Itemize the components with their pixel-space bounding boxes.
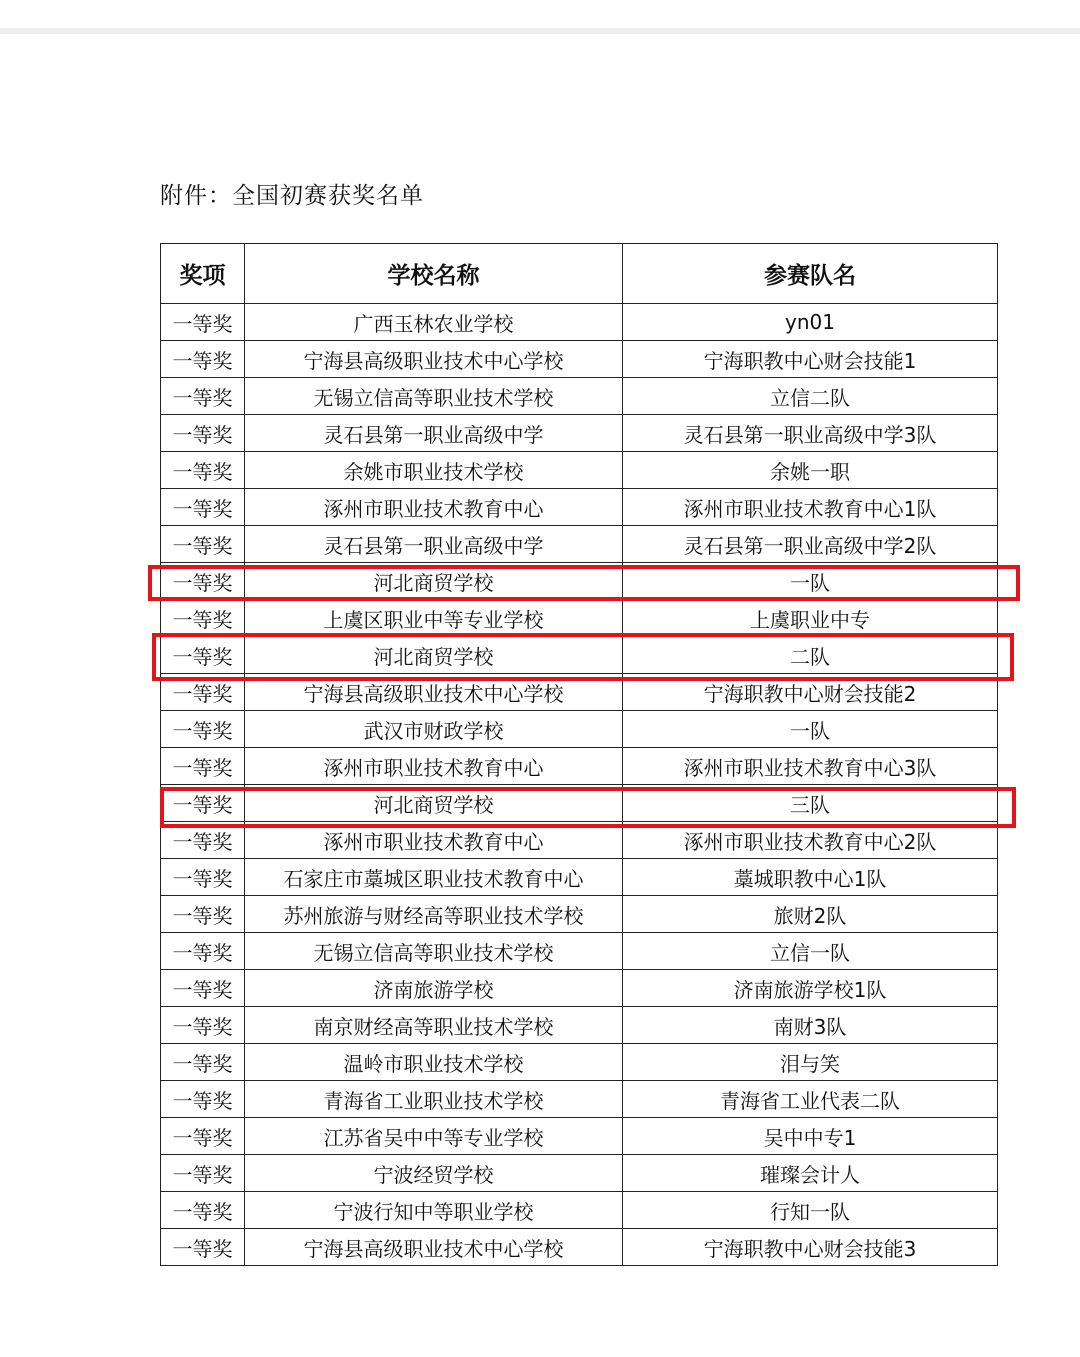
school-cell: 宁波经贸学校	[245, 1155, 623, 1192]
award-cell: 一等奖	[161, 859, 245, 896]
school-cell: 宁海县高级职业技术中心学校	[245, 674, 623, 711]
table-row	[161, 526, 998, 563]
team-cell: 一队	[623, 711, 998, 748]
team-cell: 藁城职教中心1队	[623, 859, 998, 896]
school-cell: 涿州市职业技术教育中心	[245, 748, 623, 785]
school-cell: 石家庄市藁城区职业技术教育中心	[245, 859, 623, 896]
table-row	[161, 896, 998, 933]
team-cell: 宁海职教中心财会技能3	[623, 1229, 998, 1266]
school-cell: 宁波行知中等职业学校	[245, 1192, 623, 1229]
table-row	[161, 859, 998, 896]
team-cell: 立信二队	[623, 378, 998, 415]
team-cell: 行知一队	[623, 1192, 998, 1229]
table-row	[161, 1192, 998, 1229]
award-cell: 一等奖	[161, 896, 245, 933]
table-row	[161, 1229, 998, 1266]
award-cell: 一等奖	[161, 378, 245, 415]
table-row	[161, 1118, 998, 1155]
header-team: 参赛队名	[623, 244, 998, 304]
award-cell: 一等奖	[161, 1155, 245, 1192]
school-cell: 武汉市财政学校	[245, 711, 623, 748]
award-cell: 一等奖	[161, 1044, 245, 1081]
table-row	[161, 748, 998, 785]
team-cell: 青海省工业代表二队	[623, 1081, 998, 1118]
header-school: 学校名称	[245, 244, 623, 304]
award-cell: 一等奖	[161, 711, 245, 748]
school-cell: 河北商贸学校	[245, 637, 623, 674]
school-cell: 宁海县高级职业技术中心学校	[245, 341, 623, 378]
table-header-row	[161, 244, 998, 304]
school-cell: 苏州旅游与财经高等职业技术学校	[245, 896, 623, 933]
school-cell: 青海省工业职业技术学校	[245, 1081, 623, 1118]
school-cell: 上虞区职业中等专业学校	[245, 600, 623, 637]
school-cell: 温岭市职业技术学校	[245, 1044, 623, 1081]
table-row	[161, 600, 998, 637]
table-row	[161, 637, 998, 674]
school-cell: 涿州市职业技术教育中心	[245, 489, 623, 526]
award-cell: 一等奖	[161, 600, 245, 637]
team-cell: 涿州市职业技术教育中心2队	[623, 822, 998, 859]
team-cell: 灵石县第一职业高级中学2队	[623, 526, 998, 563]
team-cell: 旅财2队	[623, 896, 998, 933]
table-row	[161, 822, 998, 859]
team-cell: yn01	[623, 304, 998, 341]
table-row	[161, 933, 998, 970]
team-cell: 余姚一职	[623, 452, 998, 489]
school-cell: 广西玉林农业学校	[245, 304, 623, 341]
table-row	[161, 674, 998, 711]
team-cell: 宁海职教中心财会技能2	[623, 674, 998, 711]
team-cell: 立信一队	[623, 933, 998, 970]
school-cell: 余姚市职业技术学校	[245, 452, 623, 489]
school-cell: 灵石县第一职业高级中学	[245, 526, 623, 563]
school-cell: 涿州市职业技术教育中心	[245, 822, 623, 859]
table-row	[161, 378, 998, 415]
award-cell: 一等奖	[161, 341, 245, 378]
award-cell: 一等奖	[161, 415, 245, 452]
school-cell: 宁海县高级职业技术中心学校	[245, 1229, 623, 1266]
awards-table-body	[161, 304, 998, 1266]
award-cell: 一等奖	[161, 785, 245, 822]
team-cell: 三队	[623, 785, 998, 822]
team-cell: 灵石县第一职业高级中学3队	[623, 415, 998, 452]
award-cell: 一等奖	[161, 526, 245, 563]
table-row	[161, 415, 998, 452]
header-award: 奖项	[161, 244, 245, 304]
award-cell: 一等奖	[161, 489, 245, 526]
table-row	[161, 452, 998, 489]
table-row	[161, 711, 998, 748]
award-cell: 一等奖	[161, 637, 245, 674]
award-cell: 一等奖	[161, 452, 245, 489]
table-row	[161, 1081, 998, 1118]
school-cell: 江苏省吴中中等专业学校	[245, 1118, 623, 1155]
award-cell: 一等奖	[161, 674, 245, 711]
table-row	[161, 341, 998, 378]
table-row	[161, 1007, 998, 1044]
team-cell: 宁海职教中心财会技能1	[623, 341, 998, 378]
team-cell: 璀璨会计人	[623, 1155, 998, 1192]
school-cell: 河北商贸学校	[245, 563, 623, 600]
team-cell: 吴中中专1	[623, 1118, 998, 1155]
school-cell: 灵石县第一职业高级中学	[245, 415, 623, 452]
team-cell: 南财3队	[623, 1007, 998, 1044]
award-cell: 一等奖	[161, 563, 245, 600]
document-title: 附件：全国初赛获奖名单	[160, 183, 424, 209]
top-band	[0, 0, 1080, 34]
award-cell: 一等奖	[161, 933, 245, 970]
team-cell: 涿州市职业技术教育中心1队	[623, 489, 998, 526]
team-cell: 一队	[623, 563, 998, 600]
table-row	[161, 785, 998, 822]
table-row	[161, 970, 998, 1007]
award-cell: 一等奖	[161, 1229, 245, 1266]
awards-table	[160, 243, 998, 1266]
award-cell: 一等奖	[161, 1192, 245, 1229]
school-cell: 南京财经高等职业技术学校	[245, 1007, 623, 1044]
team-cell: 二队	[623, 637, 998, 674]
award-cell: 一等奖	[161, 1118, 245, 1155]
team-cell: 泪与笑	[623, 1044, 998, 1081]
award-cell: 一等奖	[161, 304, 245, 341]
award-cell: 一等奖	[161, 1081, 245, 1118]
table-row	[161, 563, 998, 600]
award-cell: 一等奖	[161, 970, 245, 1007]
school-cell: 济南旅游学校	[245, 970, 623, 1007]
team-cell: 上虞职业中专	[623, 600, 998, 637]
school-cell: 无锡立信高等职业技术学校	[245, 933, 623, 970]
table-row	[161, 1044, 998, 1081]
school-cell: 无锡立信高等职业技术学校	[245, 378, 623, 415]
award-cell: 一等奖	[161, 1007, 245, 1044]
award-cell: 一等奖	[161, 822, 245, 859]
team-cell: 涿州市职业技术教育中心3队	[623, 748, 998, 785]
table-row	[161, 1155, 998, 1192]
school-cell: 河北商贸学校	[245, 785, 623, 822]
team-cell: 济南旅游学校1队	[623, 970, 998, 1007]
award-cell: 一等奖	[161, 748, 245, 785]
table-row	[161, 489, 998, 526]
table-row	[161, 304, 998, 341]
